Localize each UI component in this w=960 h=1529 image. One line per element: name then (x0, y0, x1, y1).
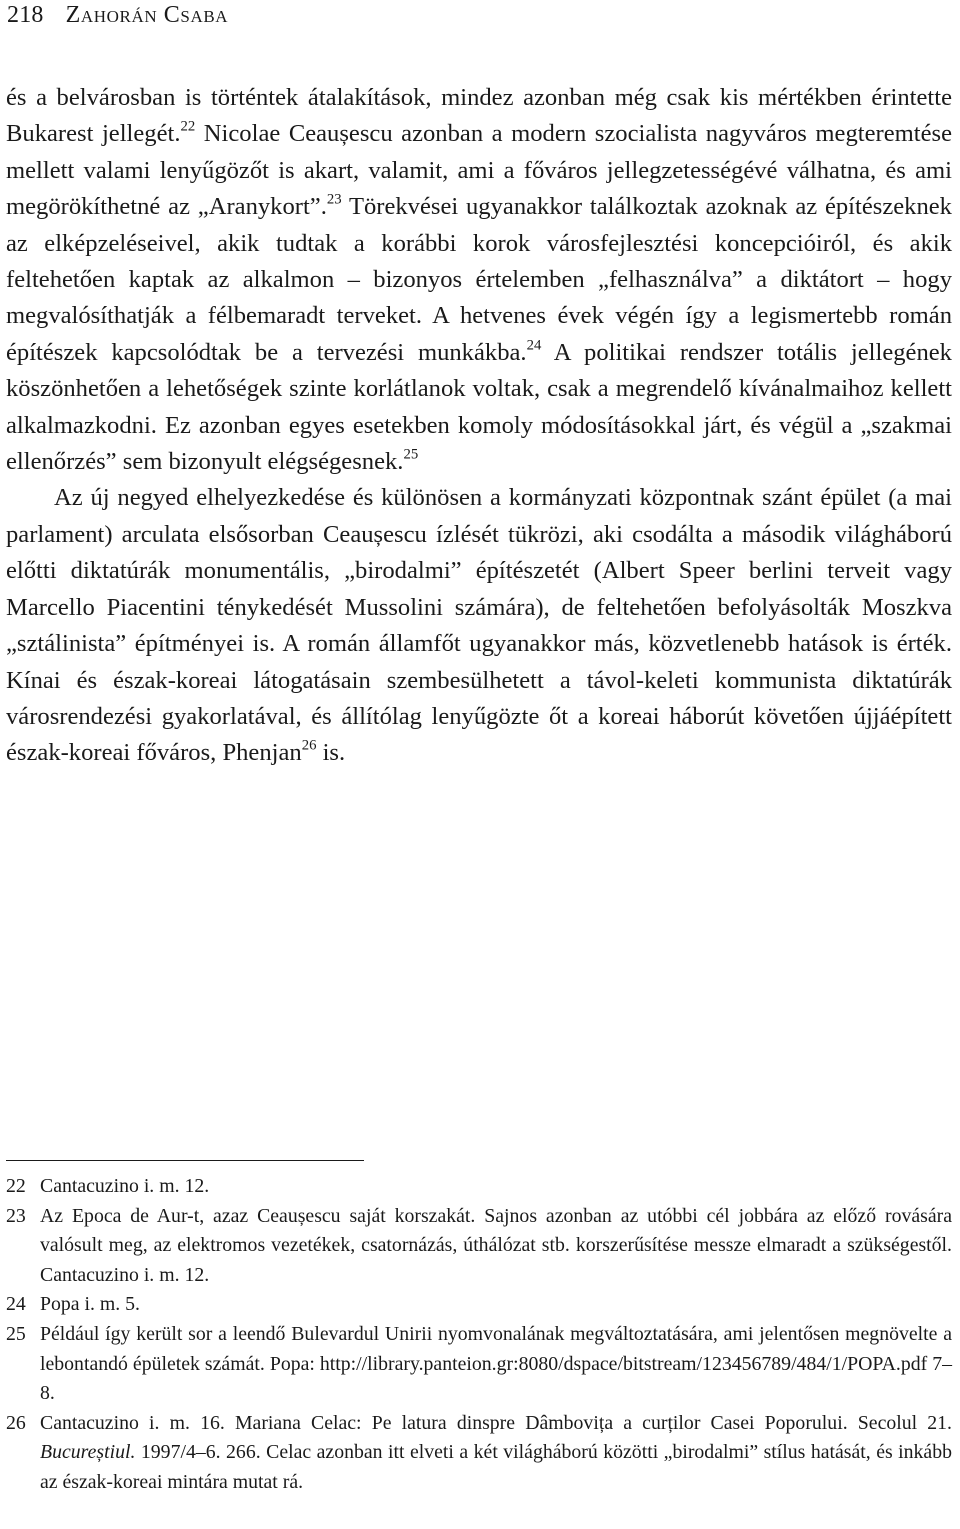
paragraph-text: Nicolae Ceaușescu azonban a modern szocialista nagyváros megteremtése mellett valami lenyűgözőt is akart, valamit, ami a főváros jellegzetességévé válhatna, és ami megörökíthetné az „Aranykort”. (6, 120, 952, 221)
page-number: 218 (7, 2, 44, 28)
paragraph-text: Törekvései ugyanakkor találkoztak azoknak az építészeknek az elképzeléseivel, akik tudtak a korábbi korok városfejlesztési koncepcióiról, és akik feltehetően kaptak az alkalmon – bizonyos értelemben „felhasználva” a diktátort – hogy megvalósíthatják a félbemaradt terveket. A hetvenes évek végén így a legismertebb román építészek kapcsolódtak be a tervezési munkákba. (6, 193, 952, 366)
footnote-22 (6, 1172, 952, 1202)
footnote-number: 26 (6, 1411, 26, 1434)
footnote-text: Az Epoca de Aur-t, azaz Ceaușescu saját korszakát. Sajnos azonban az utóbbi cél jobbára az előző rovására valósult meg, az elektromos vezetékek, csatornázás, úthálózat stb. korszerűsítése messze elmaradt a szükségestől. Cantacuzino i. m. 12. (40, 1204, 952, 1286)
footnote-text: Popa i. m. 5. (40, 1293, 141, 1316)
footnote-number: 24 (6, 1293, 26, 1316)
footnote-text: 1997/4–6. 266. Celac azonban itt elveti a két világháború közötti „birodalmi” stílus hatását, és inkább az észak-koreai mintára mutat rá. (40, 1441, 952, 1493)
paragraph-text: A politikai rendszer totális jellegének köszönhetően a lehetőségek szinte korlátlanok voltak, csak a megrendelő kívánalmaihoz kellett alkalmazkodni. Ez azonban egyes esetekben komoly módosításokkal járt, és végül a „szakmai ellenőrzés” sem bizonyult elégségesnek. (6, 338, 952, 476)
paragraph-text: Az új negyed elhelyezkedése és különösen a kormányzati központnak szánt épület (a mai parlament) arculata elsősorban Ceaușescu ízlését tükrözi, aki csodálta a második világháború előtti diktatúrák monumentális, „birodalmi” építészetét (Albert Speer berlini terveit vagy Marcello Piacentini ténykedését Mussolini számára), de feltehetően befolyásolták Moszkva „sztálinista” építményei is. A román államfőt ugyanakkor más, közvetlenebb hatások is érték. Kínai és észak-koreai látogatásain szembesülhetett a távol-keleti kommunista diktatúrák városrendezési gyakorlatával, és állítólag lenyűgözte őt a koreai háborút követően újjáépített észak-koreai főváros, Phenjan (6, 484, 952, 767)
paragraph (6, 480, 952, 771)
paragraph (6, 80, 952, 480)
footnote-24 (6, 1290, 952, 1320)
paragraph-text: és a belvárosban is történtek átalakítások, mindez azonban még csak kis mértékben érintette Bukarest jellegét. (6, 84, 952, 148)
footnote-26 (6, 1409, 952, 1498)
footnote-ref-24[interactable]: 24 (526, 337, 542, 354)
footnote-ref-23[interactable]: 23 (326, 191, 342, 208)
running-head (7, 0, 228, 30)
footnote-ref-26[interactable]: 26 (301, 737, 317, 754)
footnote-text: Cantacuzino i. m. 16. Mariana Celac: Pe latura dinspre Dâmbovița a curților Casei Poporului. Secolul 21. (40, 1411, 952, 1434)
footnote-23 (6, 1202, 952, 1291)
footnote-italic-title: Bucureștiul. (40, 1441, 136, 1464)
footnote-number: 25 (6, 1322, 26, 1345)
footnote-text: Például így került sor a leendő Bulevardul Unirii nyomvonalának megváltoztatására, ami jelentősen megnövelte a lebontandó épületek számát. Popa: http://library.panteion.gr:8080/dspace/bitstream/123456789/484/1/POPA.pdf 7–8. (40, 1322, 952, 1405)
footnote-text: Cantacuzino i. m. 12. (40, 1175, 210, 1197)
paragraph-text: is. (316, 739, 346, 767)
running-head-author: Zahorán Csaba (65, 2, 229, 28)
main-text (6, 80, 952, 772)
footnote-ref-25[interactable]: 25 (403, 446, 419, 463)
footnote-25 (6, 1320, 952, 1409)
footnote-divider (6, 1160, 364, 1161)
footnote-ref-22[interactable]: 22 (180, 118, 196, 135)
footnote-number: 23 (6, 1204, 26, 1227)
footnotes (6, 1172, 952, 1498)
footnote-number: 22 (6, 1175, 26, 1197)
